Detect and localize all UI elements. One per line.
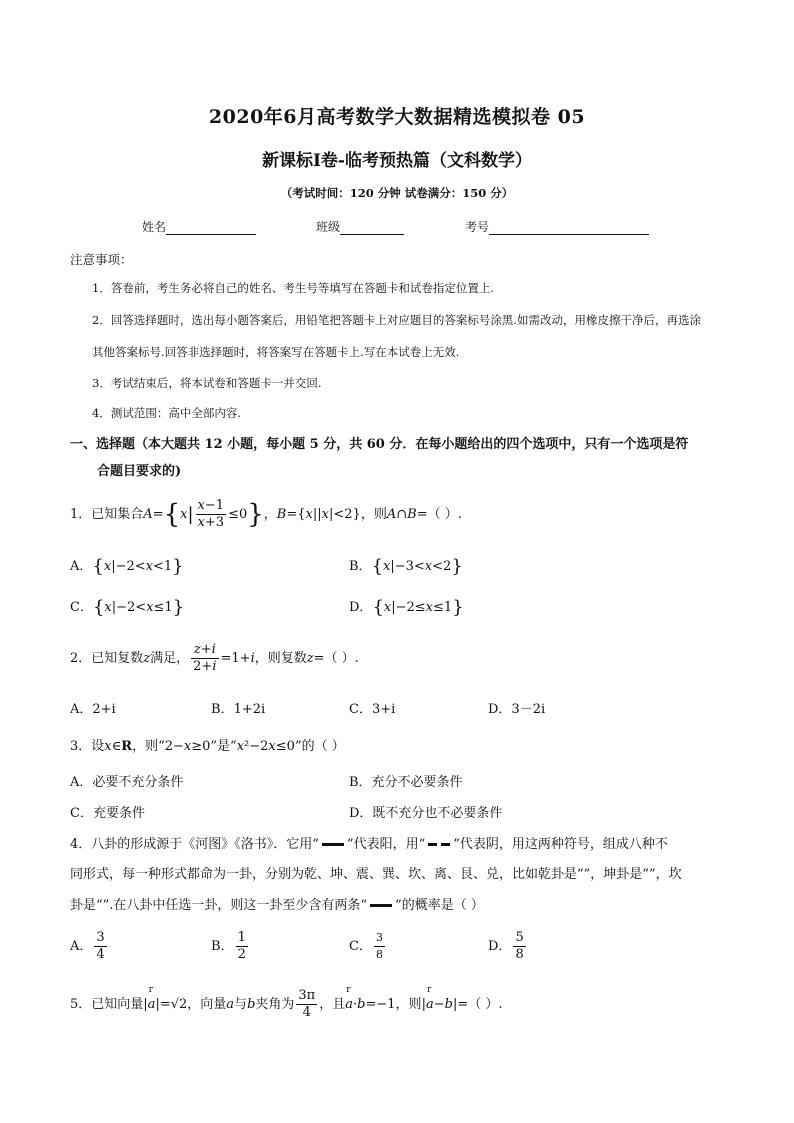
class-field (316, 218, 404, 235)
number-blank[interactable] (489, 220, 649, 235)
yang-line-icon (370, 904, 392, 907)
question-5: 5．已知向量|r a|=√2，向量a与b夹角为 $\frac{3\pi}{4}$ ，且r a·b=−1，则|r a−b|=（ ）. (70, 988, 503, 1021)
q3-option-b[interactable]: B．充分不必要条件 (349, 775, 463, 790)
q3-option-a[interactable]: A．必要不充分条件 (70, 775, 184, 790)
number-field (465, 218, 649, 235)
page-title: 2020年6月高考数学大数据精选模拟卷 05 (208, 106, 586, 128)
q1-option-c[interactable]: C．{x|−2<x≤1} (70, 597, 185, 618)
q2-option-d[interactable]: D．3－2i (488, 702, 546, 717)
question-4-line-1: 4．八卦的形成源于《河图》《洛书》．它用“ ”代表阳，用“ ”代表阴，用这两种符号，组成八种不 (70, 837, 668, 852)
q1-option-a[interactable]: A．{x|−2<x<1} (70, 556, 184, 577)
notice-heading: 注意事项： (70, 252, 133, 267)
notice-item-3: 3．考试结束后，将本试卷和答题卡一并交回. (92, 376, 322, 390)
question-2: 2．已知复数z满足， $\frac{z+i}{2+i}$ =1+i，则复数z=（ ）. (70, 642, 359, 674)
name-field (142, 218, 256, 235)
q4-option-d[interactable]: D． $\frac{5}{8}$ (488, 930, 524, 962)
question-4-line-2: 同形式，每一种形式都命为一卦，分别为乾、坤、震、巽、坎、离、艮、兑，比如乾卦是“”，坤卦是“”，坎 (70, 867, 682, 882)
notice-item-2b: 其他答案标号.回答非选择题时，将答案写在答题卡上.写在本试卷上无效. (92, 345, 460, 359)
yin-line-icon (428, 843, 450, 846)
number-label: 考号 (465, 220, 490, 234)
q2-option-a[interactable]: A．2+i (70, 702, 116, 717)
question-1: 1．已知集合A={x| $\frac{x-1}{x+3}$ ≤0}，B={x||x|<2}，则A∩B=（ ）. (70, 498, 462, 530)
section-heading-cont: 合题目要求的) (97, 464, 182, 479)
q2-option-c[interactable]: C．3+i (349, 702, 396, 717)
q1-option-b[interactable]: B．{x|−3<x<2} (349, 556, 463, 577)
page-subtitle: 新课标Ⅰ卷-临考预热篇（文科数学） (261, 151, 532, 171)
q3-option-c[interactable]: C．充要条件 (70, 806, 145, 821)
question-3: 3．设x∈R，则“2−x≥0”是“x²−2x≤0”的（ ） (70, 739, 345, 754)
exam-info: （考试时间：120 分钟 试卷满分：150 分） (280, 186, 514, 200)
notice-item-1: 1．答卷前，考生务必将自己的姓名、考生号等填写在答题卡和试卷指定位置上. (92, 281, 494, 295)
notice-item-2a: 2．回答选择题时，选出每小题答案后，用铅笔把答题卡上对应题目的答案标号涂黑.如需改动，用橡皮擦干净后，再选涂 (92, 313, 701, 327)
class-blank[interactable] (340, 220, 404, 235)
q3-option-d[interactable]: D．既不充分也不必要条件 (349, 806, 503, 821)
section-heading: 一、选择题（本大题共 12 小题，每小题 5 分，共 60 分．在每小题给出的四个选项中，只有一个选项是符 (70, 437, 689, 452)
class-label: 班级 (316, 220, 341, 234)
notice-item-4: 4．测试范围：高中全部内容. (92, 406, 241, 420)
q2-option-b[interactable]: B．1+2i (211, 702, 266, 717)
q4-option-c[interactable]: C． $\frac{3}{8}$ (349, 931, 383, 961)
q4-option-a[interactable]: A． $\frac{3}{4}$ (70, 930, 105, 962)
name-label: 姓名 (142, 220, 167, 234)
q4-option-b[interactable]: B． $\frac{1}{2}$ (211, 930, 246, 962)
yang-line-icon (322, 843, 344, 846)
question-4-line-3: 卦是“”.在八卦中任选一卦，则这一卦至少含有两条“ ”的概率是（ ） (70, 898, 484, 913)
q1-option-d[interactable]: D．{x|−2≤x≤1} (349, 597, 464, 618)
name-blank[interactable] (166, 220, 256, 235)
